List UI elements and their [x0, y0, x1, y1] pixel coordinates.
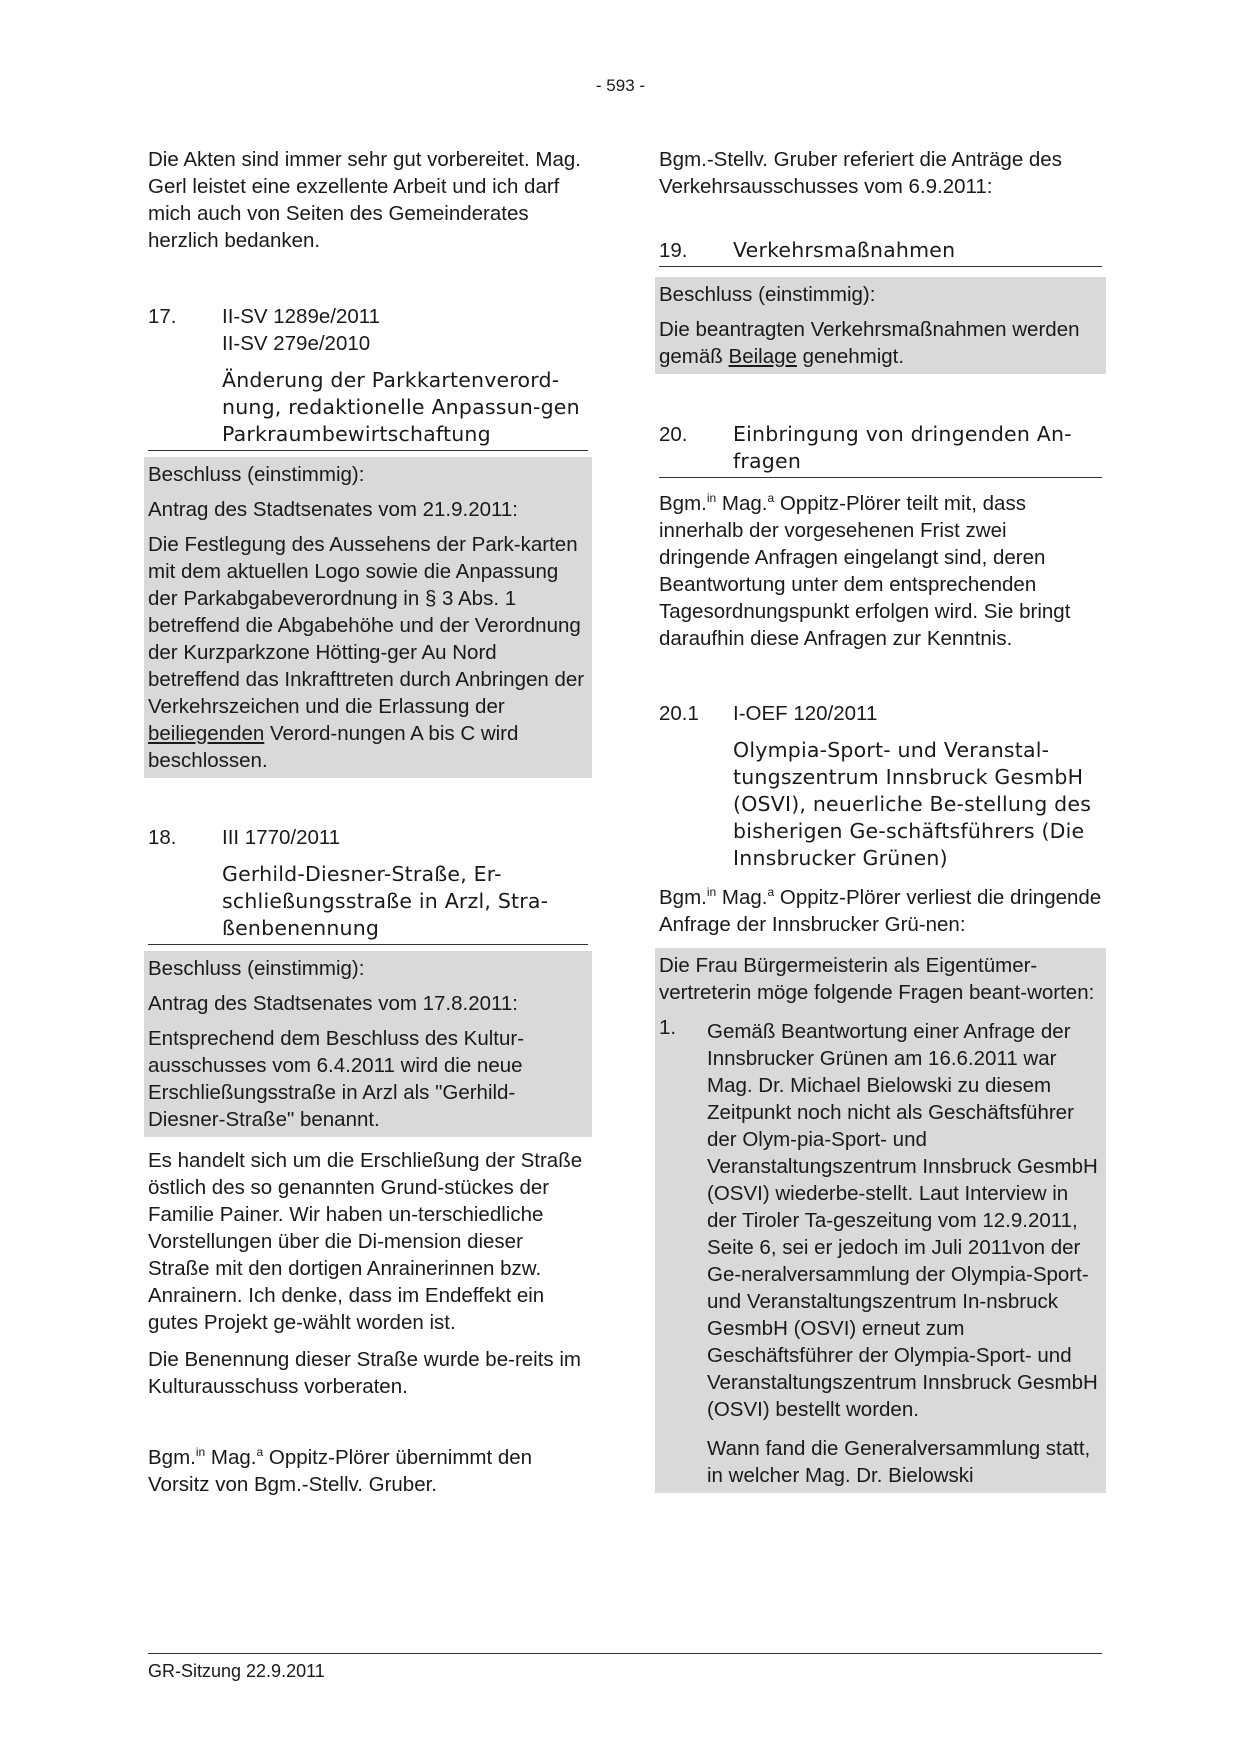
body-paragraph: Bgm.$^{in}$ Mag.$^a$ Oppitz-Plörer verliest die dringende Anfrage der Innsbrucker Grü-nen:: [659, 885, 1102, 936]
body-paragraph: Es handelt sich um die Erschließung der Straße östlich des so genannten Grund-stückes der Familie Painer. Wir haben un-terschiedliche Vorstellungen über die Di-mension dieser Straße mit den dortigen Anrainerinnen bzw. Anrainern. Ich denke, dass im Endeffekt ein gutes Projekt ge-wählt worden ist.: [148, 1149, 583, 1334]
body-paragraph: Die Benennung dieser Straße wurde be-reits im Kulturausschuss vorberaten.: [148, 1348, 581, 1398]
question-number: 1.: [659, 1016, 677, 1039]
attachment-link[interactable]: Beilage: [728, 345, 797, 368]
motion-label: Antrag des Stadtsenates vom 21.9.2011:: [148, 498, 519, 521]
item-title: Gerhild-Diesner-Straße, Er-schließungsstraße in Arzl, Stra-ßenbenennung: [222, 862, 549, 940]
agenda-item-18-heading: [148, 824, 588, 945]
item-title: Verkehrsmaßnahmen: [733, 238, 956, 262]
resolution-text: Die beantragten Verkehrsmaßnahmen werden gemäß Beilage genehmigt.: [659, 318, 1080, 368]
question-followup: Wann fand die Generalversammlung statt, in welcher Mag. Dr. Bielowski: [707, 1437, 1091, 1487]
resolution-block: [655, 277, 1106, 374]
item-number: 20.1: [659, 702, 699, 725]
body-paragraph: Bgm.$^{in}$ Mag.$^a$ Oppitz-Plörer teilt mit, dass innerhalb der vorgesehenen Frist zwei dringende Anfragen eingelangt sind, deren Beantwortung unter dem entsprechenden Tagesordnungspunkt erfolgen wird. Sie bringt daraufhin diese Anfragen zur Kenntnis.: [659, 491, 1071, 650]
footer-rule: [148, 1653, 1102, 1654]
resolution-label: Beschluss (einstimmig):: [148, 957, 365, 980]
agenda-item-19-heading: [659, 237, 1102, 267]
motion-label: Antrag des Stadtsenates vom 17.8.2011:: [148, 992, 519, 1015]
item-number: 19.: [659, 239, 688, 262]
reference: I-OEF 120/2011: [733, 702, 878, 725]
resolution-label: Beschluss (einstimmig):: [148, 463, 365, 486]
resolution-text: Die Festlegung des Aussehens der Park-karten mit dem aktuellen Logo sowie die Anpassung der Parkabgabeverordnung in § 3 Abs. 1 betreffend die Abgabehöhe und der Verordnung der Kurzparkzone Hötting-ger Au Nord betreffend das Inkrafttreten durch Anbringen der Verkehrszeichen und die Erlassung der beiliegenden Verord-nungen A bis C wird beschlossen.: [148, 533, 585, 772]
intro-paragraph: Bgm.-Stellv. Gruber referiert die Anträge des Verkehrsausschusses vom 6.9.2011:: [659, 148, 1062, 198]
page-number: - 593 -: [595, 76, 646, 95]
resolution-block: [144, 457, 592, 778]
resolution-label: Beschluss (einstimmig):: [659, 283, 876, 306]
item-number: 17.: [148, 305, 177, 328]
agenda-item-20-heading: [659, 421, 1102, 478]
attachment-link[interactable]: beiliegenden: [148, 722, 265, 745]
reference: II-SV 1289e/2011: [222, 305, 381, 328]
question-text: Gemäß Beantwortung einer Anfrage der Innsbrucker Grünen am 16.6.2011 war Mag. Dr. Michael Bielowski zu diesem Zeitpunkt noch nicht als Geschäftsführer der Olym-pia-Sport- und Veranstaltungszentrum Innsbruck GesmbH (OSVI) wiederbe-stellt. Laut Interview in der Tiroler Ta-geszeitung vom 12.9.2011, Seite 6, sei er jedoch im Juli 2011von der Ge-neralversammlung der Olympia-Sport- und Veranstaltungszentrum In-nsbruck GesmbH (OSVI) erneut zum Geschäftsführer der Olympia-Sport- und Veranstaltungszentrum Innsbruck GesmbH (OSVI) bestellt worden.: [707, 1020, 1098, 1421]
reference: III 1770/2011: [222, 826, 341, 849]
left-column: [148, 146, 588, 1498]
item-number: 20.: [659, 423, 688, 446]
item-number: 18.: [148, 826, 177, 849]
footer: GR-Sitzung 22.9.2011: [148, 1661, 325, 1681]
resolution-block: [144, 951, 592, 1137]
reference: II-SV 279e/2010: [222, 332, 371, 355]
item-title: Olympia-Sport- und Veranstal-tungszentrum Innsbruck GesmbH (OSVI), neuerliche Be-stellung des bisherigen Ge-schäftsführers (Die Innsbrucker Grünen): [733, 738, 1092, 870]
agenda-item-17-heading: [148, 303, 588, 451]
inquiry-block: [655, 948, 1106, 1493]
intro-paragraph: Die Akten sind immer sehr gut vorbereitet. Mag. Gerl leistet eine exzellente Arbeit und ich darf mich auch von Seiten des Gemeinderates herzlich bedanken.: [148, 148, 581, 252]
question-1: [659, 1014, 1102, 1493]
chair-handover-paragraph: Bgm.$^{in}$ Mag.$^a$ Oppitz-Plörer übernimmt den Vorsitz von Bgm.-Stellv. Gruber.: [148, 1445, 533, 1496]
item-title: Änderung der Parkkartenverord-nung, redaktionelle Anpassun-gen Parkraumbewirtschaftung: [222, 368, 580, 446]
inquiry-intro: Die Frau Bürgermeisterin als Eigentümer-vertreterin möge folgende Fragen beant-worten:: [659, 954, 1095, 1004]
resolution-text: Entsprechend dem Beschluss des Kultur-ausschusses vom 6.4.2011 wird die neue Erschließungsstraße in Arzl als "Gerhild-Diesner-Straße" benannt.: [148, 1027, 525, 1131]
right-column: [659, 146, 1102, 1493]
item-title: Einbringung von dringenden An-fragen: [733, 422, 1072, 473]
agenda-item-20-1-heading: [659, 700, 1102, 874]
